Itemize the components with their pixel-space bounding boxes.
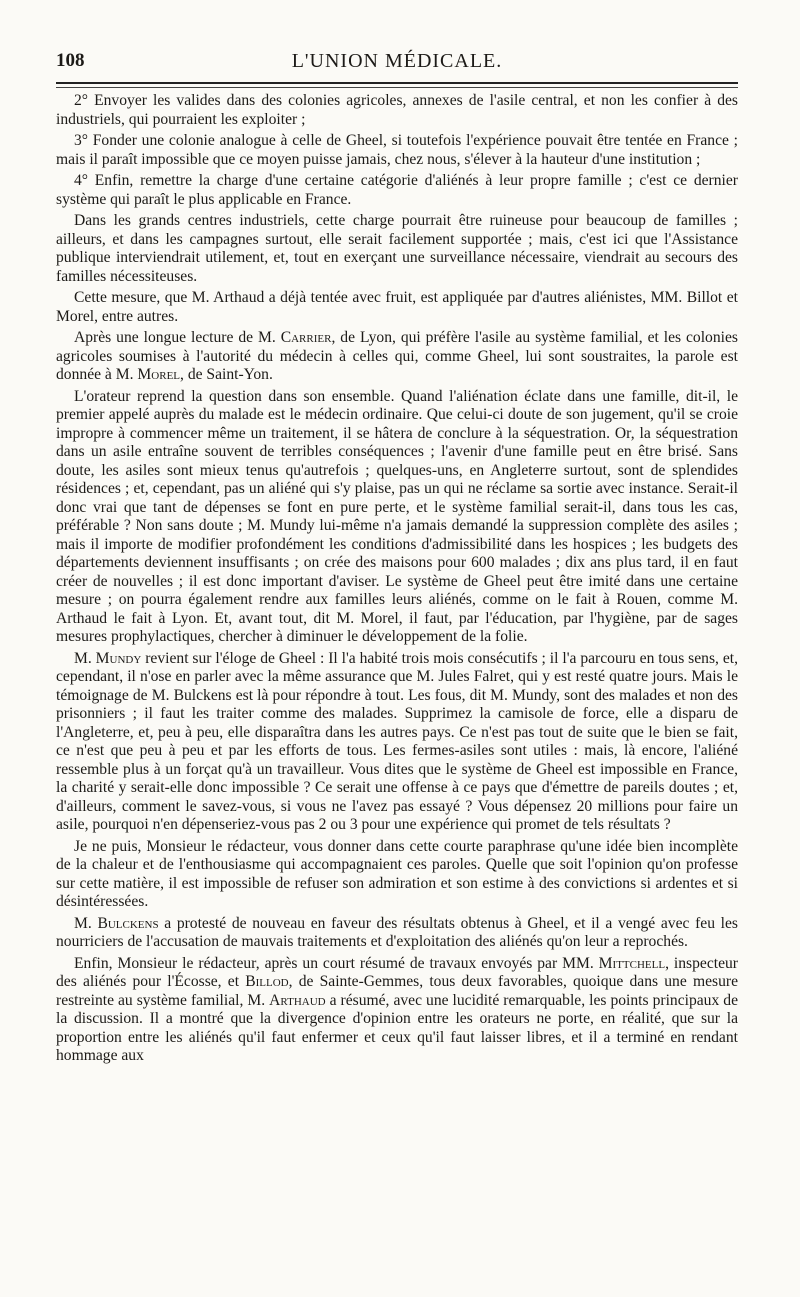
paragraph bbox=[56, 955, 738, 1066]
speaker-name: Arthaud bbox=[269, 991, 326, 1009]
journal-title: L'UNION MÉDICALE. bbox=[291, 50, 503, 72]
paragraph bbox=[56, 388, 738, 647]
text-run: , de Saint-Yon. bbox=[180, 366, 273, 383]
text-run: Dans les grands centres industriels, cette charge pourrait être ruineuse pour beaucoup de familles ; ailleurs, et dans les campagnes surtout, elle serait facilement supportée ; mais, c'est ici que l'Assistance publique interviendrait utilement, et, tout en exerçant une surveillance nécessaire, viendrait au secours des familles nécessiteuses. bbox=[56, 212, 738, 285]
paragraph bbox=[56, 212, 738, 286]
text-run: 2° Envoyer les valides dans des colonies agricoles, annexes de l'asile central, et non les confier à des industriels, qui pourraient les exploiter ; bbox=[56, 92, 738, 128]
speaker-name: Morel bbox=[137, 366, 181, 383]
text-run: a protesté de nouveau en faveur des résultats obtenus à Gheel, et il a vengé avec feu les nourriciers de l'accusation de mauvais traitements et d'exploitation des aliénés qu'on leur a reprochés. bbox=[56, 914, 738, 950]
header-rule-thin bbox=[56, 87, 738, 88]
text-run: a résumé, avec une lucidité remarquable, les points principaux de la discussion. Il a montré que la divergence d'opinion entre les orateurs ne porte, en réalité, que sur la proportion entre les aliénés qu'il faut enfermer et ceux qu'il faut laisser libres, et il a terminé en rendant hommage aux bbox=[56, 991, 738, 1064]
paragraph bbox=[56, 92, 738, 129]
text-run: , de Lyon, qui préfère l'asile au système familial, et les colonies agricoles soumises à l'autorité du médecin à celles qui, comme Gheel, lui sont soustraites, la parole est donnée à M. bbox=[56, 329, 738, 383]
text-run: , inspecteur des aliénés pour l'Écosse, et bbox=[56, 954, 738, 990]
speaker-name: Bulckens bbox=[97, 914, 159, 932]
speaker-name: Mittchell bbox=[598, 954, 666, 972]
text-run: revient sur l'éloge de Gheel : Il l'a habité trois mois consécutifs ; il l'a parcouru en tous sens, et, cependant, il n'ose en parler avec la même assurance que M. Jules Falret, qui y est resté quatre jours. Mais le témoignage de M. Bulckens est là pour répondre à tout. Les fous, dit M. Mundy, sont des malades et non des prisonniers ; il faut les traiter comme des malades. Supprimez la camisole de force, elle a disparu de l'Angleterre, et, peu à peu, elle disparaîtra dans les autres pays. Ce n'est pas tout de suite que le bien se fait, ce n'est que peu à peu et par les efforts de tous. Les fermes-asiles sont utiles : mais, là encore, l'aliéné ressemble plus à un forçat qu'à un travailleur. Vous dites que le système de Gheel est impossible en France, la charité y serait-elle donc impossible ? Ce serait une offense à ce pays que d'émettre de pareils doutes ; et, d'ailleurs, comment le savez-vous, si vous ne l'avez pas essayé ? Vous dépensez 20 millions pour faire un asile, pourquoi n'en dépenseriez-vous pas 2 ou 3 pour une expérience qui promet de tels résultats ? bbox=[56, 649, 738, 833]
paragraph bbox=[56, 289, 738, 326]
article-body bbox=[56, 92, 738, 1069]
text-run: 3° Fonder une colonie analogue à celle de Gheel, si toutefois l'expérience pouvait être tentée en France ; mais il paraît impossible que ce moyen puisse jamais, chez nous, s'élever à la hauteur d'une institution ; bbox=[56, 132, 738, 168]
text-run: L'orateur reprend la question dans son ensemble. Quand l'aliénation éclate dans une famille, dit-il, le premier appelé auprès du malade est le médecin ordinaire. Que celui-ci doute de son jugement, qu'il se croie impropre à commencer même un traitement, il se hâtera de conclure à la séquestration. Or, la séquestration dans un asile entraîne souvent de terribles conséquences ; l'avenir d'une famille peut en être brisé. Sans doute, les asiles sont mieux tenus qu'autrefois ; quelques-uns, en Angleterre surtout, sont de splendides résidences ; et, cependant, pas un aliéné qui s'y plaise, pas un qui ne réclame sa sortie avec instance. Serait-il donc vrai que tant de dépenses se font en pure perte, et le système familial serait-il, dans tous les cas, préférable ? Non sans doute ; M. Mundy lui-même n'a jamais demandé la suppression complète des asiles ; mais il importe de modifier profondément les conditions d'admissibilité dans les hospices ; les budgets des départements deviennent insuffisants ; on crée des maisons pour 600 malades ; dix ans plus tard, il en faut créer de nouvelles ; il est donc important d'aviser. Le système de Gheel peut être imité dans une certaine mesure ; on pourra également rendre aux familles leurs aliénés, comme on le fait à Rouen, comme M. Arthaud le fait à Lyon. Et, avant tout, dit M. Morel, il faut, par l'éducation, par l'hygiène, par de sages mesures prophylactiques, chercher à diminuer le développement de la folie. bbox=[56, 387, 738, 645]
paragraph bbox=[56, 650, 738, 835]
text-run: , de Sainte-Gemmes, tous deux favorables, quoique dans une mesure restreinte au système familial, M. bbox=[56, 973, 738, 1009]
running-header bbox=[56, 50, 738, 78]
text-run: Je ne puis, Monsieur le rédacteur, vous donner dans cette courte paraphrase qu'une idée bien incomplète de la chaleur et de l'enthousiasme qui accompagnaient ces paroles. Quelle que soit l'opinion qu'on professe sur cette matière, il est impossible de refuser son admiration et son estime à des convictions si ardentes et si désintéressées. bbox=[56, 837, 738, 910]
text-run: Cette mesure, que M. Arthaud a déjà tentée avec fruit, est appliquée par d'autres aliénistes, MM. Billot et Morel, entre autres. bbox=[56, 289, 738, 325]
speaker-name: Carrier bbox=[280, 329, 332, 346]
speaker-name: Billod bbox=[245, 973, 289, 990]
text-run: M. bbox=[74, 649, 96, 667]
paragraph bbox=[56, 329, 738, 385]
page-number: 108 bbox=[56, 50, 85, 71]
speaker-name: Mundy bbox=[95, 649, 142, 667]
text-run: Après une longue lecture de M. bbox=[74, 329, 281, 346]
paragraph bbox=[56, 172, 738, 209]
paragraph bbox=[56, 838, 738, 912]
paragraph bbox=[56, 915, 738, 952]
text-run: 4° Enfin, remettre la charge d'une certaine catégorie d'aliénés à leur propre famille ; c'est ce dernier système qui paraît le plus applicable en France. bbox=[56, 172, 738, 208]
paragraph bbox=[56, 132, 738, 169]
text-run: M. bbox=[74, 914, 98, 932]
text-run: Enfin, Monsieur le rédacteur, après un court résumé de travaux envoyés par MM. bbox=[74, 954, 599, 972]
header-rule bbox=[56, 82, 738, 84]
